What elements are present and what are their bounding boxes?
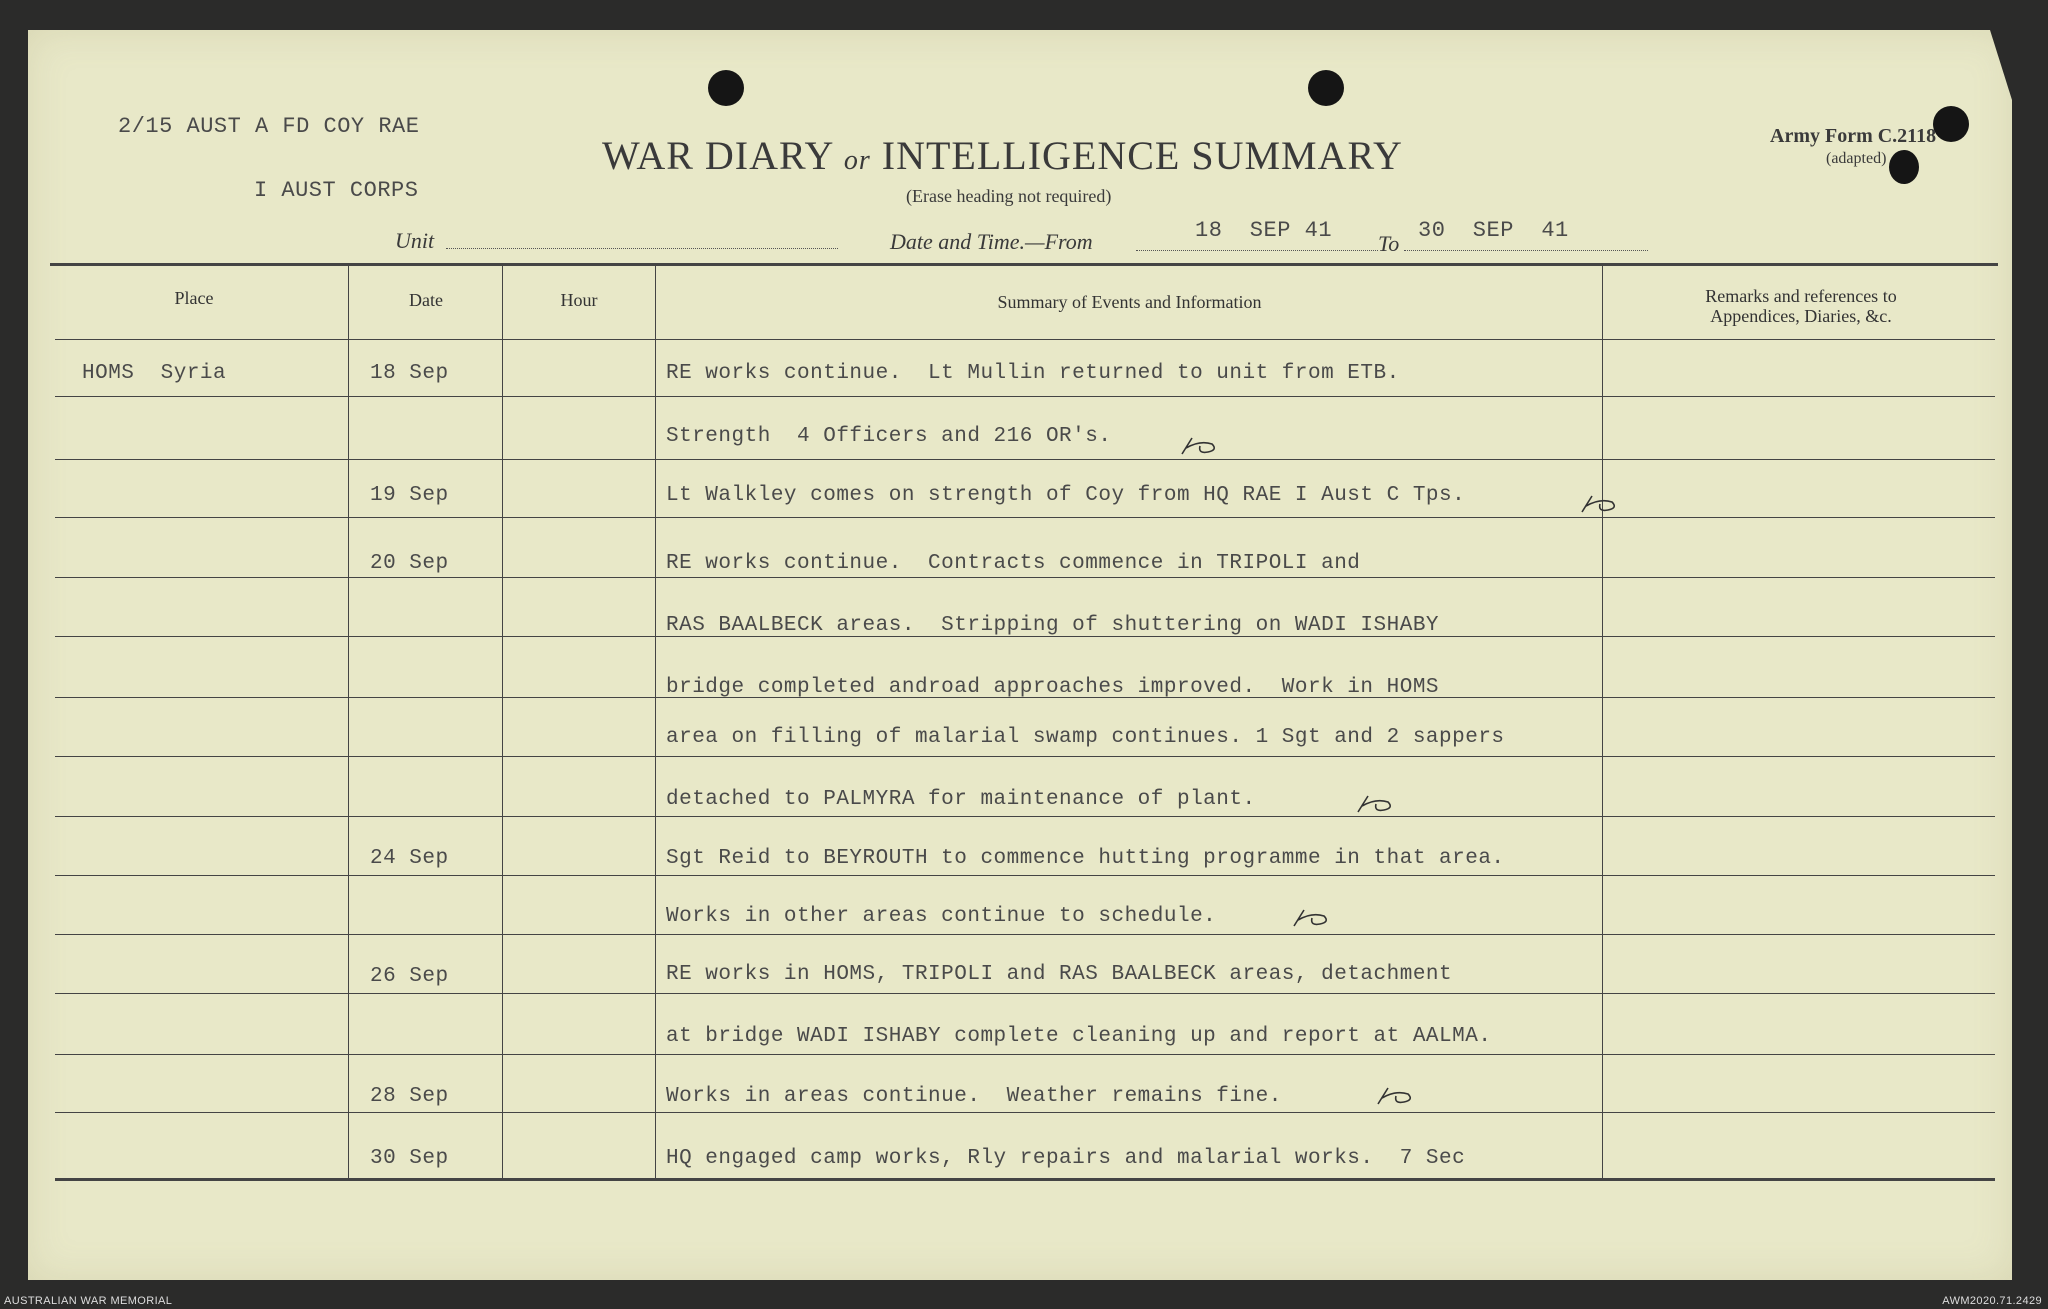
row-date: 24 Sep: [370, 847, 449, 870]
col-divider-summary: [1602, 265, 1603, 1179]
col-header-remarks-2: Appendices, Diaries, &c.: [1710, 306, 1892, 326]
row-summary: Lt Walkley comes on strength of Coy from HQ RAE I Aust C Tps.: [666, 484, 1466, 507]
row-rule: [55, 993, 1995, 994]
row-summary: HQ engaged camp works, Rly repairs and malarial works. 7 Sec: [666, 1147, 1466, 1170]
footer-accession-number: AWM2020.71.2429: [1942, 1295, 2042, 1307]
punch-hole-left: [708, 70, 744, 106]
row-summary: RAS BAALBECK areas. Stripping of shuttering on WADI ISHABY: [666, 614, 1440, 637]
form-subtitle: (Erase heading not required): [906, 186, 1112, 206]
row-rule: [55, 875, 1995, 876]
row-summary: detached to PALMYRA for maintenance of plant.: [666, 788, 1256, 811]
date-time-label: Date and Time.—From: [890, 229, 1093, 254]
adapted-label: (adapted): [1826, 150, 1887, 167]
army-form-label: Army Form C.2118: [1770, 125, 1937, 147]
col-header-summary: Summary of Events and Information: [997, 292, 1262, 312]
row-rule: [55, 1112, 1995, 1113]
header-bottom-rule: [55, 339, 1995, 340]
form-title: [602, 132, 1403, 179]
title-intelligence-summary: INTELLIGENCE SUMMARY: [881, 133, 1403, 178]
table-top-border: [50, 263, 1998, 266]
col-header-remarks-1: Remarks and references to: [1705, 286, 1897, 306]
unit-dotted-line: [446, 248, 838, 249]
torn-corner: [1990, 30, 2012, 100]
row-summary: RE works continue. Lt Mullin returned to unit from ETB.: [666, 362, 1400, 385]
col-header-date: Date: [409, 290, 443, 310]
title-or: or: [843, 145, 871, 176]
table-bottom-border: [55, 1178, 1995, 1181]
title-war-diary: WAR DIARY: [602, 133, 833, 178]
punch-hole-far-right: [1889, 150, 1919, 184]
row-rule: [55, 816, 1995, 817]
handwritten-initials: [1354, 792, 1398, 814]
row-summary: Strength 4 Officers and 216 OR's.: [666, 425, 1112, 448]
col-header-place: Place: [174, 288, 214, 308]
row-summary: Sgt Reid to BEYROUTH to commence hutting programme in that area.: [666, 847, 1505, 870]
col-divider-place: [348, 265, 349, 1179]
row-summary: area on filling of malarial swamp continues. 1 Sgt and 2 sappers: [666, 726, 1505, 749]
col-divider-hour: [655, 265, 656, 1179]
unit-line-2: I AUST CORPS: [254, 178, 419, 203]
from-date: 18 SEP 41: [1195, 218, 1333, 243]
row-rule: [55, 517, 1995, 518]
row-summary: RE works in HOMS, TRIPOLI and RAS BAALBECK areas, detachment: [666, 963, 1453, 986]
punch-hole-right: [1933, 106, 1969, 142]
row-summary: Works in other areas continue to schedule.: [666, 905, 1217, 928]
to-dotted-line: [1404, 250, 1648, 251]
unit-label: Unit: [395, 228, 435, 253]
to-label: To: [1378, 231, 1400, 256]
to-date: 30 SEP 41: [1418, 218, 1569, 243]
row-date: 19 Sep: [370, 484, 449, 507]
row-date: 28 Sep: [370, 1085, 449, 1108]
row-rule: [55, 577, 1995, 578]
row-rule: [55, 1054, 1995, 1055]
row-rule: [55, 934, 1995, 935]
unit-line-1: 2/15 AUST A FD COY RAE: [118, 114, 420, 139]
handwritten-initials: [1578, 492, 1622, 514]
footer-source: AUSTRALIAN WAR MEMORIAL: [4, 1295, 173, 1307]
row-summary: Works in areas continue. Weather remains fine.: [666, 1085, 1282, 1108]
row-rule: [55, 396, 1995, 397]
handwritten-initials: [1374, 1084, 1418, 1106]
row-date: 18 Sep: [370, 362, 449, 385]
row-place: HOMS Syria: [82, 362, 227, 385]
from-dotted-line: [1136, 250, 1378, 251]
handwritten-initials: [1290, 906, 1334, 928]
col-divider-date: [502, 265, 503, 1179]
row-rule: [55, 756, 1995, 757]
handwritten-initials: [1178, 434, 1222, 456]
punch-hole-center: [1308, 70, 1344, 106]
row-summary: bridge completed androad approaches improved. Work in HOMS: [666, 676, 1440, 699]
row-rule: [55, 459, 1995, 460]
row-date: 20 Sep: [370, 552, 449, 575]
row-date: 26 Sep: [370, 965, 449, 988]
row-summary: RE works continue. Contracts commence in TRIPOLI and: [666, 552, 1361, 575]
row-summary: at bridge WADI ISHABY complete cleaning up and report at AALMA.: [666, 1025, 1492, 1048]
row-date: 30 Sep: [370, 1147, 449, 1170]
col-header-hour: Hour: [560, 290, 598, 310]
